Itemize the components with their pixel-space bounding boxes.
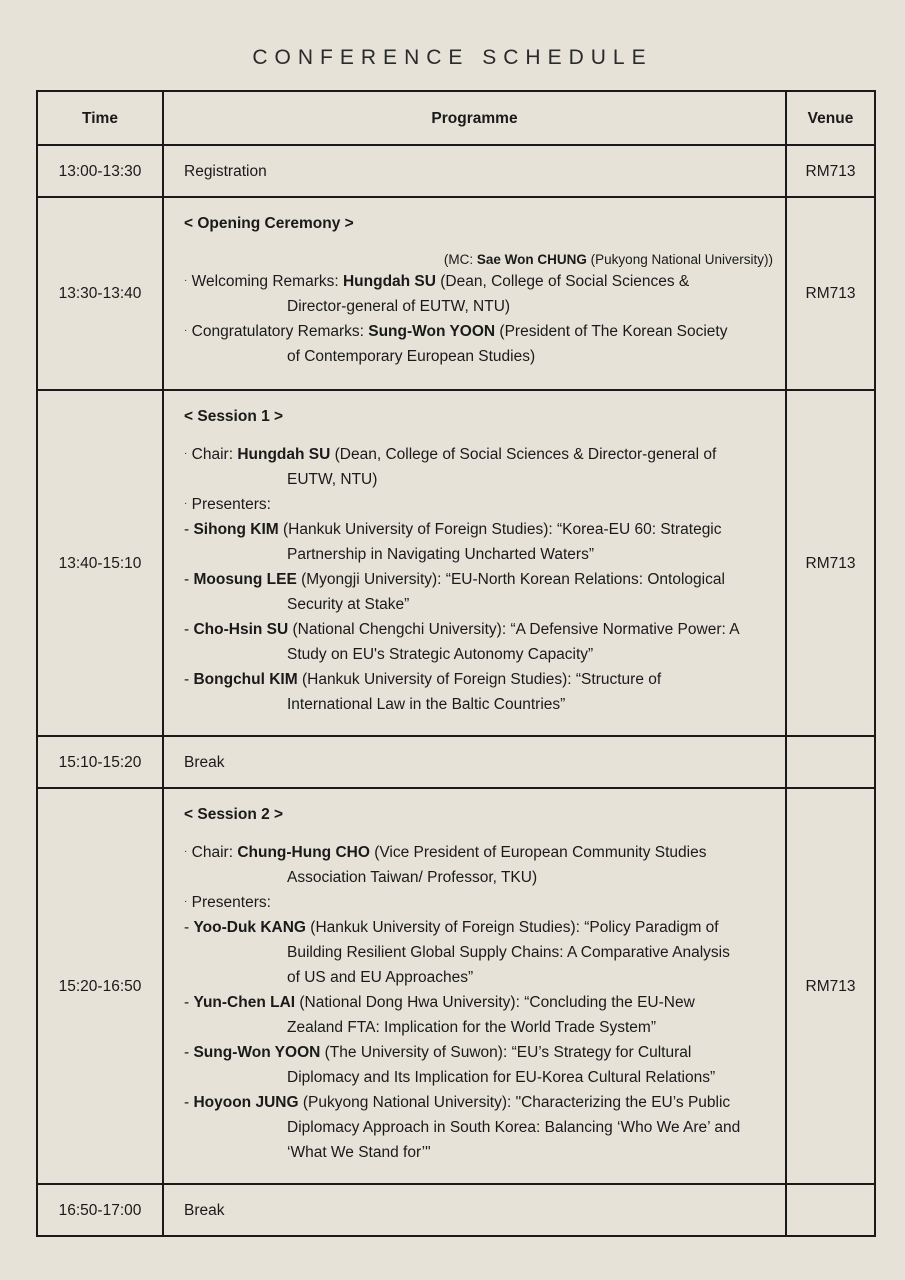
presenter-item: - Sihong KIM (Hankuk University of Foreign Studies): “Korea-EU 60: Strategic Partnership in Navigating Uncharted Waters”	[184, 521, 722, 563]
row-venue: RM713	[786, 788, 875, 1184]
presenter-item: - Hoyoon JUNG (Pukyong National University): "Characterizing the EU’s Public Diplomacy Approach in South Korea: Balancing ‘Who We Are’ and ‘What We Stand for’"	[184, 1094, 741, 1161]
bullet-dot-icon: ·	[184, 275, 188, 286]
chair-line-cont: EUTW, NTU)	[287, 471, 378, 488]
chair-line: · Chair: Hungdah SU (Dean, College of Social Sciences & Director-general of	[184, 446, 717, 463]
bullet-dot-icon: ·	[184, 325, 188, 336]
table-row	[37, 1184, 875, 1236]
welcoming-remarks: · Welcoming Remarks: Hungdah SU (Dean, College of Social Sciences &	[184, 273, 690, 290]
presenter-item: - Yoo-Duk KANG (Hankuk University of Foreign Studies): “Policy Paradigm of Building Resilient Global Supply Chains: A Comparative Analysis of US and EU Approaches”	[184, 919, 730, 986]
row-time: 13:00-13:30	[37, 145, 163, 197]
row-time: 13:30-13:40	[37, 197, 163, 390]
presenter-item: - Moosung LEE (Myongji University): “EU-North Korean Relations: Ontological Security at Stake”	[184, 571, 725, 613]
presenter-item: - Sung-Won YOON (The University of Suwon): “EU’s Strategy for Cultural Diplomacy and Its Implication for EU-Korea Cultural Relations”	[184, 1044, 716, 1086]
page-title: CONFERENCE SCHEDULE	[252, 46, 653, 69]
row-venue	[786, 1184, 875, 1236]
row-programme	[163, 197, 786, 390]
row-programme: Registration	[163, 145, 786, 197]
section-heading: < Session 2 >	[184, 806, 284, 823]
schedule-table	[36, 90, 876, 1237]
mc-line: (MC: Sae Won CHUNG (Pukyong National University))	[443, 252, 773, 267]
row-programme	[163, 390, 786, 736]
presenter-item: - Cho-Hsin SU (National Chengchi University): “A Defensive Normative Power: A Study on EU's Strategic Autonomy Capacity”	[184, 621, 740, 663]
time-header: Time	[37, 91, 163, 145]
row-venue: RM713	[786, 145, 875, 197]
section-heading: < Session 1 >	[184, 408, 284, 425]
chair-line-cont: Association Taiwan/ Professor, TKU)	[287, 869, 538, 886]
congratulatory-remarks: · Congratulatory Remarks: Sung-Won YOON (President of The Korean Society	[184, 323, 728, 340]
presenters-label: · Presenters:	[184, 894, 271, 911]
table-row	[37, 197, 875, 390]
row-programme	[163, 788, 786, 1184]
row-programme: Break	[163, 1184, 786, 1236]
table-row	[37, 788, 875, 1184]
table-row	[37, 390, 875, 736]
row-venue: RM713	[786, 197, 875, 390]
presenter-item: - Yun-Chen LAI (National Dong Hwa University): “Concluding the EU-New Zealand FTA: Implication for the World Trade System”	[184, 994, 695, 1036]
section-heading: < Opening Ceremony >	[184, 215, 354, 232]
header-row	[37, 91, 875, 145]
welcoming-remarks-cont: Director-general of EUTW, NTU)	[287, 298, 511, 315]
row-programme: Break	[163, 736, 786, 788]
row-time: 16:50-17:00	[37, 1184, 163, 1236]
bullet-dot-icon: ·	[184, 846, 188, 857]
row-time: 13:40-15:10	[37, 390, 163, 736]
programme-header: Programme	[163, 91, 786, 145]
row-time: 15:20-16:50	[37, 788, 163, 1184]
table-row	[37, 736, 875, 788]
table-row	[37, 145, 875, 197]
congratulatory-remarks-cont: of Contemporary European Studies)	[287, 348, 536, 365]
row-venue: RM713	[786, 390, 875, 736]
row-time: 15:10-15:20	[37, 736, 163, 788]
chair-line: · Chair: Chung-Hung CHO (Vice President of European Community Studies	[184, 844, 707, 861]
venue-header: Venue	[786, 91, 875, 145]
presenters-label: · Presenters:	[184, 496, 271, 513]
presenter-item: - Bongchul KIM (Hankuk University of Foreign Studies): “Structure of International Law in the Baltic Countries”	[184, 671, 662, 713]
bullet-dot-icon: ·	[184, 896, 188, 907]
bullet-dot-icon: ·	[184, 498, 188, 509]
row-venue	[786, 736, 875, 788]
bullet-dot-icon: ·	[184, 448, 188, 459]
